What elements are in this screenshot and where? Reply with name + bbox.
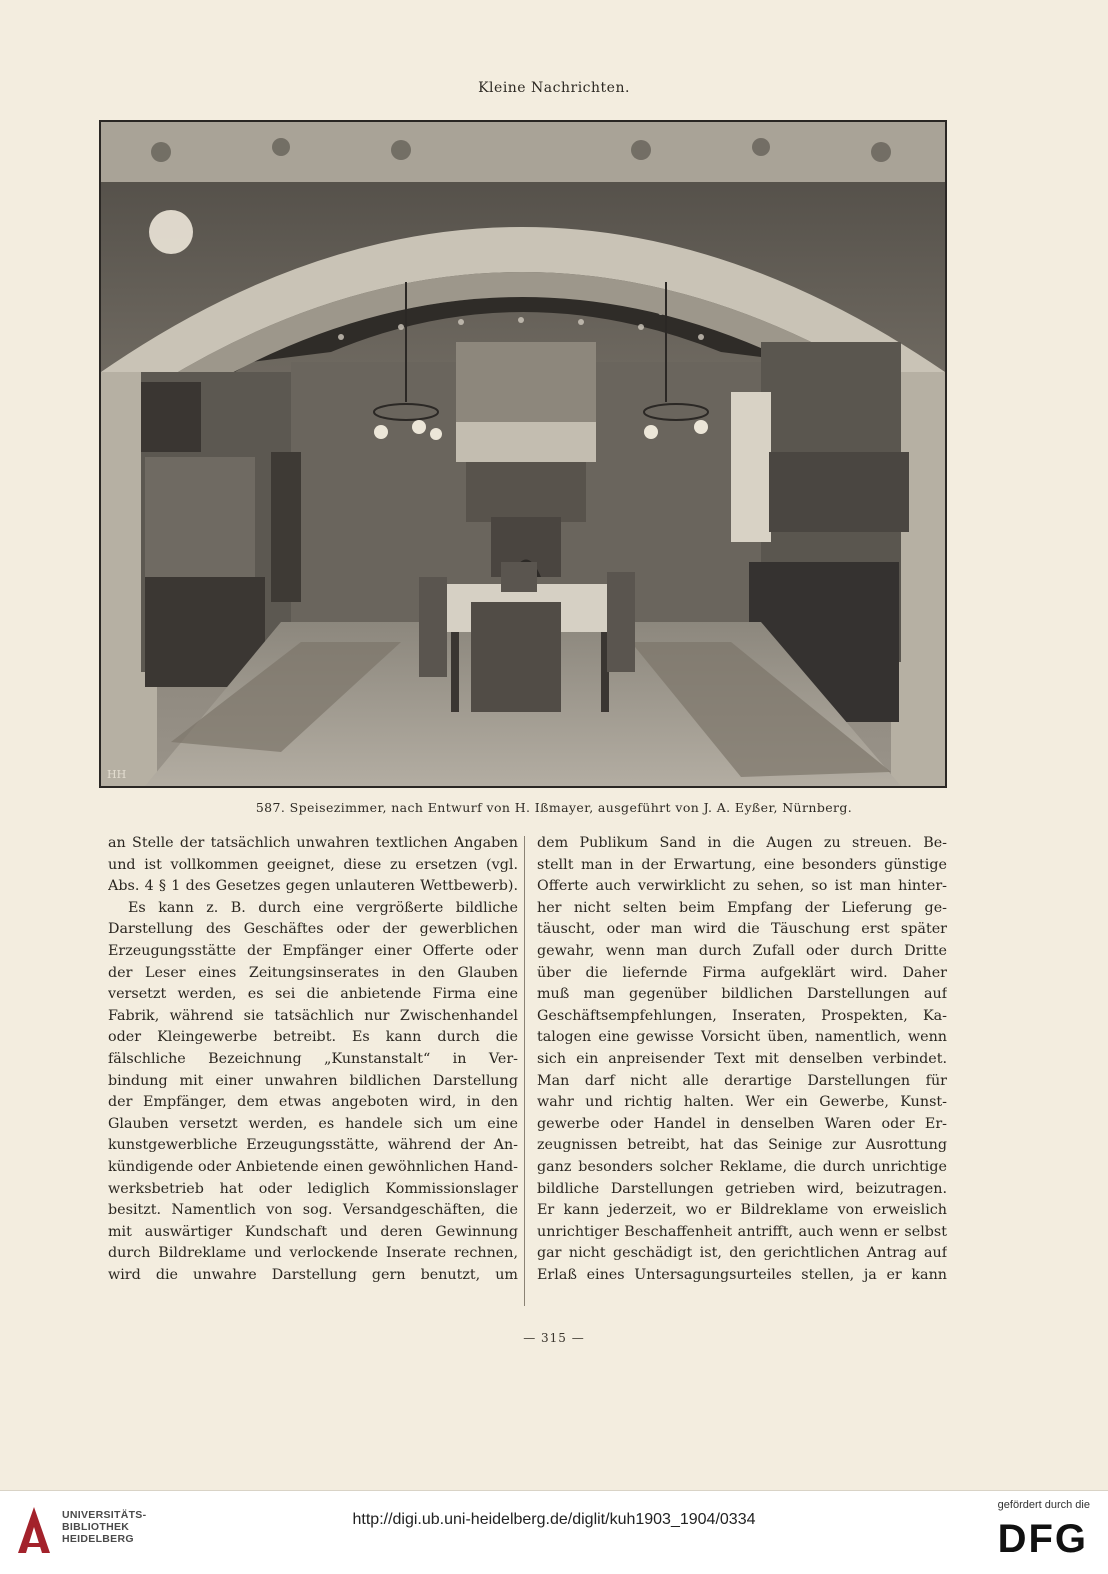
text-line: Darstellung des Geschäftes oder der gewerblichen — [108, 921, 518, 938]
text-line: werksbetrieb hat oder lediglich Kommissionslager — [108, 1180, 518, 1197]
text-line: an Stelle der tatsächlich unwahren textlichen Angaben — [108, 835, 518, 851]
text-line: über die liefernde Firma aufgeklärt wird. Daher — [537, 964, 947, 981]
text-line: Fabrik, während sie tatsächlich nur Zwischenhandel — [108, 1007, 518, 1024]
photo-monogram: HH — [107, 768, 127, 781]
text-line: unrichtiger Beschaffenheit antrifft, auch wenn er selbst — [537, 1223, 947, 1240]
text-line: talogen eine gewisse Vorsicht üben, namentlich, wenn — [537, 1029, 947, 1046]
text-line: sich ein anpreisender Text mit denselben verbindet. — [537, 1050, 947, 1067]
text-line: Offerte auch verwirklicht zu sehen, so ist man hinter- — [537, 878, 947, 895]
dfg-logo: DFG — [997, 1517, 1088, 1561]
text-line: Geschäftsempfehlungen, Inseraten, Prospekten, Ka- — [537, 1007, 947, 1024]
text-line: bindung mit einer unwahren bildlichen Darstellung — [108, 1072, 518, 1089]
text-line: bildliche Darstellungen getrieben wird, beizutragen. — [537, 1180, 947, 1197]
text-line: mit auswärtiger Kundschaft und deren Gewinnung — [108, 1223, 518, 1240]
text-line: muß man gegenüber bildlichen Darstellungen auf — [537, 986, 947, 1003]
permalink-url[interactable]: http://digi.ub.uni-heidelberg.de/diglit/kuh1903_1904/0334 — [352, 1511, 756, 1528]
text-line: Erlaß eines Untersagungsurteiles stellen, ja er kann — [537, 1266, 947, 1283]
text-line: versetzt werden, es sei die anbietende Firma eine — [108, 986, 518, 1003]
text-line: Es kann z. B. durch eine vergrößerte bildliche — [128, 899, 518, 916]
text-line: gar nicht geschädigt ist, den gerichtlichen Antrag auf — [537, 1245, 947, 1262]
text-line: wahr und richtig halten. Wer ein Gewerbe, Kunst- — [537, 1094, 947, 1111]
text-line: gewahr, wenn man durch Zufall oder durch Dritte — [537, 942, 947, 959]
text-line: her nicht selten beim Empfang der Lieferung ge- — [537, 899, 947, 916]
text-line: Erzeugungsstätte der Empfänger einer Offerte oder — [108, 942, 518, 959]
right-text-column — [537, 833, 947, 1286]
text-line: Er kann jederzeit, wo er Bildreklame von erweislich — [537, 1202, 947, 1219]
dining-room-photograph — [99, 120, 947, 788]
text-line: Man darf nicht alle derartige Darstellungen für — [537, 1072, 947, 1089]
library-name: UNIVERSITÄTS- BIBLIOTHEK HEIDELBERG — [62, 1509, 147, 1545]
text-line: und ist vollkommen geeignet, diese zu ersetzen (vgl. — [108, 856, 518, 873]
figure-caption: 587. Speisezimmer, nach Entwurf von H. Ißmayer, ausgeführt von J. A. Eyßer, Nürnberg. — [255, 800, 853, 815]
text-line: ganz besonders solcher Reklame, die durch unrichtige — [537, 1158, 947, 1175]
text-line: dem Publikum Sand in die Augen zu streuen. Be- — [537, 835, 947, 851]
left-text-column — [108, 833, 518, 1286]
column-divider — [524, 836, 525, 1306]
text-line: Glauben versetzt werden, es handele sich um eine — [108, 1115, 518, 1132]
text-line: der Empfänger, dem etwas angeboten wird, in den — [108, 1094, 518, 1111]
text-line: fälschliche Bezeichnung „Kunstanstalt“ in Ver- — [108, 1050, 518, 1067]
text-line: wird die unwahre Darstellung gern benutzt, um — [108, 1266, 518, 1283]
text-line: der Leser eines Zeitungsinserates in den Glauben — [108, 964, 518, 981]
page-number: — 315 — — [523, 1331, 585, 1345]
text-line: besitzt. Namentlich von sog. Versandgeschäften, die — [108, 1202, 518, 1219]
text-line: gewerbe oder Handel in denselben Waren oder Er- — [537, 1115, 947, 1132]
text-line: täuscht, oder man wird die Täuschung erst später — [537, 921, 947, 938]
text-line: kündigende oder Anbietende einen gewöhnlichen Hand- — [108, 1158, 518, 1175]
funded-by-label: gefördert durch die — [997, 1499, 1090, 1511]
text-line: Abs. 4 § 1 des Gesetzes gegen unlauteren Wettbewerb). — [108, 878, 518, 895]
text-line: kunstgewerbliche Erzeugungsstätte, während der An- — [108, 1137, 518, 1154]
text-line: oder Kleingewerbe betreibt. Es kann durch die — [108, 1029, 518, 1046]
text-line: zeugnissen betreibt, hat das Seinige zur Ausrottung — [537, 1137, 947, 1154]
digitization-footer — [0, 1490, 1108, 1574]
text-line: durch Bildreklame und verlockende Inserate rechnen, — [108, 1245, 518, 1262]
text-line: stellt man in der Erwartung, eine besonders günstige — [537, 856, 947, 873]
running-head: Kleine Nachrichten. — [478, 80, 630, 96]
